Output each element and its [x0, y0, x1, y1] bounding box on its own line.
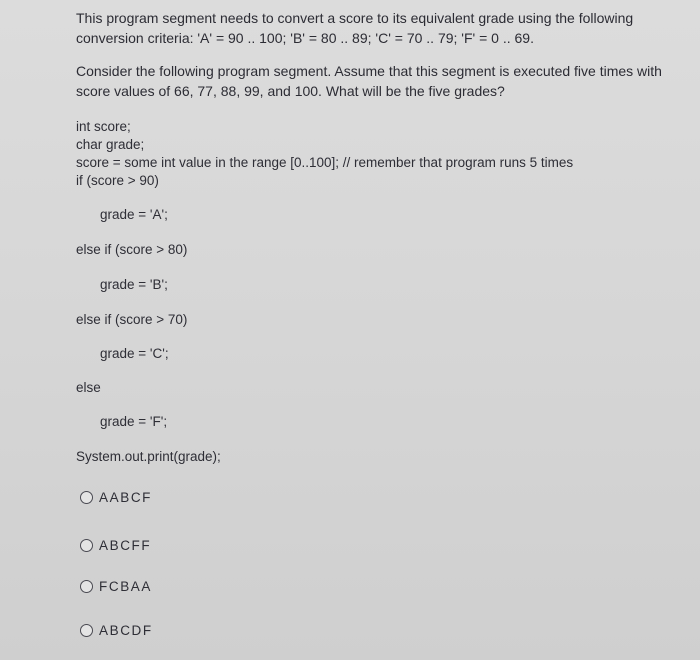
code-line-10: else [76, 380, 101, 395]
code-line-5: grade = 'A'; [100, 207, 168, 222]
code-line-11: grade = 'F'; [100, 414, 168, 429]
code-line-12: System.out.print(grade); [76, 449, 221, 464]
question-prompt: Consider the following program segment. Assume that this segment is executed five times with score values of 66, 77, 88, 99, and 100. What will be the five grades? [76, 63, 662, 99]
option-1[interactable] [80, 490, 152, 505]
code-line-7: grade = 'B'; [100, 277, 168, 292]
option-label: ABCFF [99, 538, 152, 553]
radio-circle-icon[interactable] [80, 491, 93, 504]
radio-circle-icon[interactable] [80, 580, 93, 593]
code-line-1: int score; [76, 119, 131, 134]
option-label: ABCDF [99, 623, 153, 638]
radio-circle-icon[interactable] [80, 539, 93, 552]
code-line-9: grade = 'C'; [100, 346, 169, 361]
option-label: FCBAA [99, 579, 153, 594]
option-2[interactable] [80, 538, 151, 553]
code-line-6: else if (score > 80) [76, 242, 188, 257]
option-label: AABCF [99, 490, 153, 505]
code-line-4: if (score > 90) [76, 173, 159, 188]
code-line-8: else if (score > 70) [76, 312, 188, 327]
code-line-2: char grade; [76, 137, 145, 152]
option-3[interactable] [80, 579, 152, 594]
code-line-3: score = some int value in the range [0..100]; // remember that program runs 5 times [76, 155, 574, 170]
question-intro: This program segment needs to convert a score to its equivalent grade using the following conversion criteria: 'A' = 90 .. 100; 'B' = 80 .. 89; 'C' = 70 .. 79; 'F' = 0 .. 69. [76, 10, 634, 46]
option-4[interactable] [80, 623, 153, 638]
radio-circle-icon[interactable] [80, 624, 93, 637]
